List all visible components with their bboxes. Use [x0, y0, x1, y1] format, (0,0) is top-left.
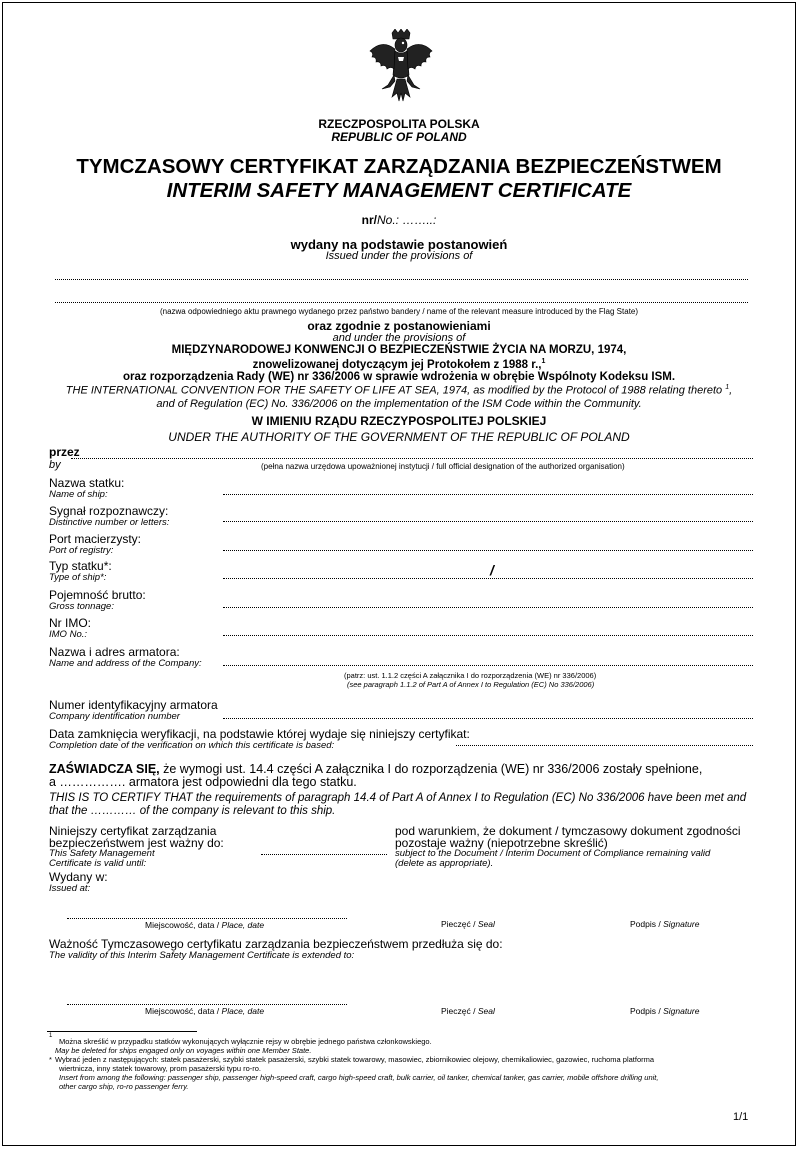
validity-condition-en-2: (delete as appropriate). [395, 858, 494, 869]
issued-under-pl: wydany na podstawie postanowień [290, 237, 508, 252]
by-label-en: by [49, 459, 61, 471]
certify-pl-2: a ……………. armatora jest odpowiedni dla tego statku. [49, 775, 357, 789]
polish-eagle-emblem-icon [368, 29, 434, 103]
company-label-en: Name and address of the Company: [49, 658, 202, 669]
extension-en: The validity of this Interim Safety Management Certificate is extended to: [49, 950, 355, 961]
provision-line-1[interactable] [55, 279, 748, 280]
issued-at-label: Wydany w: [49, 870, 108, 884]
company-id-label-en: Company identification number [49, 711, 180, 722]
convention-pl-2: znowelizowanej dotyczącym jej Protokołem z 1988 r.,$^1$ [252, 358, 546, 371]
extension-place-date-field[interactable] [67, 1004, 347, 1005]
company-field[interactable] [223, 665, 753, 666]
company-id-label: Numer identyfikacyjny armatora [49, 698, 218, 712]
extension-pl: Ważność Tymczasowego certyfikatu zarządzania bezpieczeństwem przedłuża się do: [49, 937, 503, 951]
country-pl: RZECZPOSPOLITA POLSKA [318, 117, 480, 131]
ship-type-separator: / [490, 562, 494, 578]
provision-line-2[interactable] [55, 302, 748, 303]
ship-name-label: Nazwa statku: [49, 476, 125, 490]
ship-type-label-en: Type of ship*: [49, 572, 107, 583]
company-label: Nazwa i adres armatora: [49, 645, 180, 659]
tonnage-label: Pojemność brutto: [49, 588, 146, 602]
ship-type-field[interactable] [223, 578, 753, 579]
company-note-en: (see paragraph 1.1.2 of Part A of Annex I to Regulation (EC) No 336/2006) [347, 680, 595, 689]
validity-condition-pl-1: pod warunkiem, że dokument / tymczasowy dokument zgodności [395, 824, 741, 838]
convention-en-1: THE INTERNATIONAL CONVENTION FOR THE SAFETY OF LIFE AT SEA, 1974, as modified by the Protocol of 1988 relating thereto $^1$, [65, 384, 733, 397]
port-field[interactable] [223, 550, 753, 551]
imo-label: Nr IMO: [49, 616, 91, 630]
completion-label: Data zamknięcia weryfikacji, na podstawie której wydaje się niniejszy certyfikat: [49, 727, 470, 741]
issued-seal-caption: Pieczęć / Seal [441, 919, 495, 929]
footnote-2-pl-2: wiertnicza, inny statek towarowy, prom pasażerski typu ro-ro. [59, 1064, 262, 1073]
footnote-2-en-1: Insert from among the following: passenger ship, passenger high-speed craft, cargo high-speed craft, bulk carrier, oil tanker, chemical tanker, gas carrier, mobile offshore drilling unit, [59, 1073, 659, 1082]
organisation-note: (pełna nazwa urzędowa upoważnionej instytucji / full official designation of the authorized organisation) [261, 462, 625, 471]
title-en: INTERIM SAFETY MANAGEMENT CERTIFICATE [166, 179, 632, 202]
validity-en-1: This Safety Management [49, 848, 155, 859]
title-pl: TYMCZASOWY CERTYFIKAT ZARZĄDZANIA BEZPIECZEŃSTWEM [76, 155, 722, 178]
tonnage-field[interactable] [223, 607, 753, 608]
footnote-divider [47, 1031, 197, 1032]
footnote-2-en-2: other cargo ship, ro-ro passenger ferry. [59, 1082, 189, 1091]
ship-name-label-en: Name of ship: [49, 489, 108, 500]
footnote-2-mark: * [49, 1055, 52, 1064]
certify-en-1: THIS IS TO CERTIFY THAT the requirements of paragraph 14.4 of Part A of Annex I to Regulation (EC) No 336/2006 have been met and [49, 792, 747, 804]
distinctive-field[interactable] [223, 521, 753, 522]
issued-under-en: Issued under the provisions of [325, 250, 473, 262]
company-id-field[interactable] [223, 718, 753, 719]
extension-signature-caption: Podpis / Signature [630, 1006, 700, 1016]
company-note-pl: (patrz: ust. 1.1.2 części A załącznika I do rozporządzenia (WE) nr 336/2006) [344, 671, 597, 680]
convention-en-2: and of Regulation (EC) No. 336/2006 on the implementation of the ISM Code within the Community. [156, 398, 642, 410]
page-number: 1/1 [733, 1111, 749, 1123]
validity-en-2: Certificate is valid until: [49, 858, 147, 869]
convention-pl-3: oraz rozporządzenia Rady (WE) nr 336/2006 w sprawie wdrożenia w obrębie Wspólnoty Kodeksu ISM. [122, 371, 676, 383]
imo-label-en: IMO No.: [49, 629, 88, 640]
country-en: REPUBLIC OF POLAND [331, 130, 467, 144]
by-label-pl: przez [49, 445, 80, 459]
issued-signature-caption: Podpis / Signature [630, 919, 700, 929]
certificate-number: nr/No.: ……..: [361, 213, 437, 227]
imo-field[interactable] [223, 635, 753, 636]
provision-note: (nazwa odpowiedniego aktu prawnego wydanego przez państwo bandery / name of the relevant measure introduced by the Flag State) [159, 307, 639, 316]
authority-en: UNDER THE AUTHORITY OF THE GOVERNMENT OF THE REPUBLIC OF POLAND [168, 430, 630, 444]
completion-date-field[interactable] [456, 745, 753, 746]
validity-pl-1: Niniejszy certyfikat zarządzania [49, 824, 217, 838]
distinctive-label-en: Distinctive number or letters: [49, 517, 170, 528]
issued-place-date-field[interactable] [67, 918, 347, 919]
tonnage-label-en: Gross tonnage: [49, 601, 114, 612]
footnote-1-mark: 1 [49, 1033, 53, 1039]
extension-place-date-caption: Miejscowość, data / Place, date [145, 1006, 265, 1016]
validity-condition-en-1: subject to the Document / Interim Document of Compliance remaining valid [395, 848, 711, 859]
completion-label-en: Completion date of the verification on which this certificate is based: [49, 740, 335, 751]
issued-at-label-en: Issued at: [49, 883, 91, 894]
footnote-1-en: May be deleted for ships engaged only on voyages within one Member State. [55, 1046, 312, 1055]
distinctive-label: Sygnał rozpoznawczy: [49, 504, 169, 518]
port-label: Port macierzysty: [49, 532, 142, 546]
validity-pl-2: bezpieczeństwem jest ważny do: [49, 836, 224, 850]
authority-pl: W IMIENIU RZĄDU RZECZYPOSPOLITEJ POLSKIEJ [251, 414, 547, 428]
convention-pl-1: MIĘDZYNARODOWEJ KONWENCJI O BEZPIECZEŃSTWIE ŻYCIA NA MORZU, 1974, [171, 344, 627, 356]
and-under-en: and under the provisions of [332, 332, 466, 344]
port-label-en: Port of registry: [49, 545, 114, 556]
extension-seal-caption: Pieczęć / Seal [441, 1006, 495, 1016]
ship-name-field[interactable] [223, 494, 753, 495]
footnote-1-pl: Można skreślić w przypadku statków wykonujących wyłącznie rejsy w obrębie jednego państwa członkowskiego. [59, 1037, 432, 1046]
certify-pl-1: ZAŚWIADCZA SIĘ, że wymogi ust. 14.4 części A załącznika I do rozporządzenia (WE) nr 336/2006 zostały spełnione, [49, 762, 703, 776]
issued-place-date-caption: Miejscowość, data / Place, date [145, 920, 265, 930]
certify-en-2: that the ………… of the company is relevant to this ship. [49, 805, 336, 817]
organisation-field[interactable] [71, 458, 753, 459]
valid-until-field[interactable] [261, 854, 387, 855]
footnote-2-pl-1: Wybrać jeden z następujących: statek pasażerski, szybki statek pasażerski, szybki statek towarowy, masowiec, zbiornikowiec olejowy, chemikaliowiec, gazowiec, ruchoma platforma [55, 1055, 655, 1064]
certificate-page [2, 2, 796, 1146]
validity-condition-pl-2: pozostaje ważny (niepotrzebne skreślić) [395, 836, 608, 850]
ship-type-label: Typ statku*: [49, 559, 112, 573]
and-under-pl: oraz zgodnie z postanowieniami [307, 319, 491, 333]
